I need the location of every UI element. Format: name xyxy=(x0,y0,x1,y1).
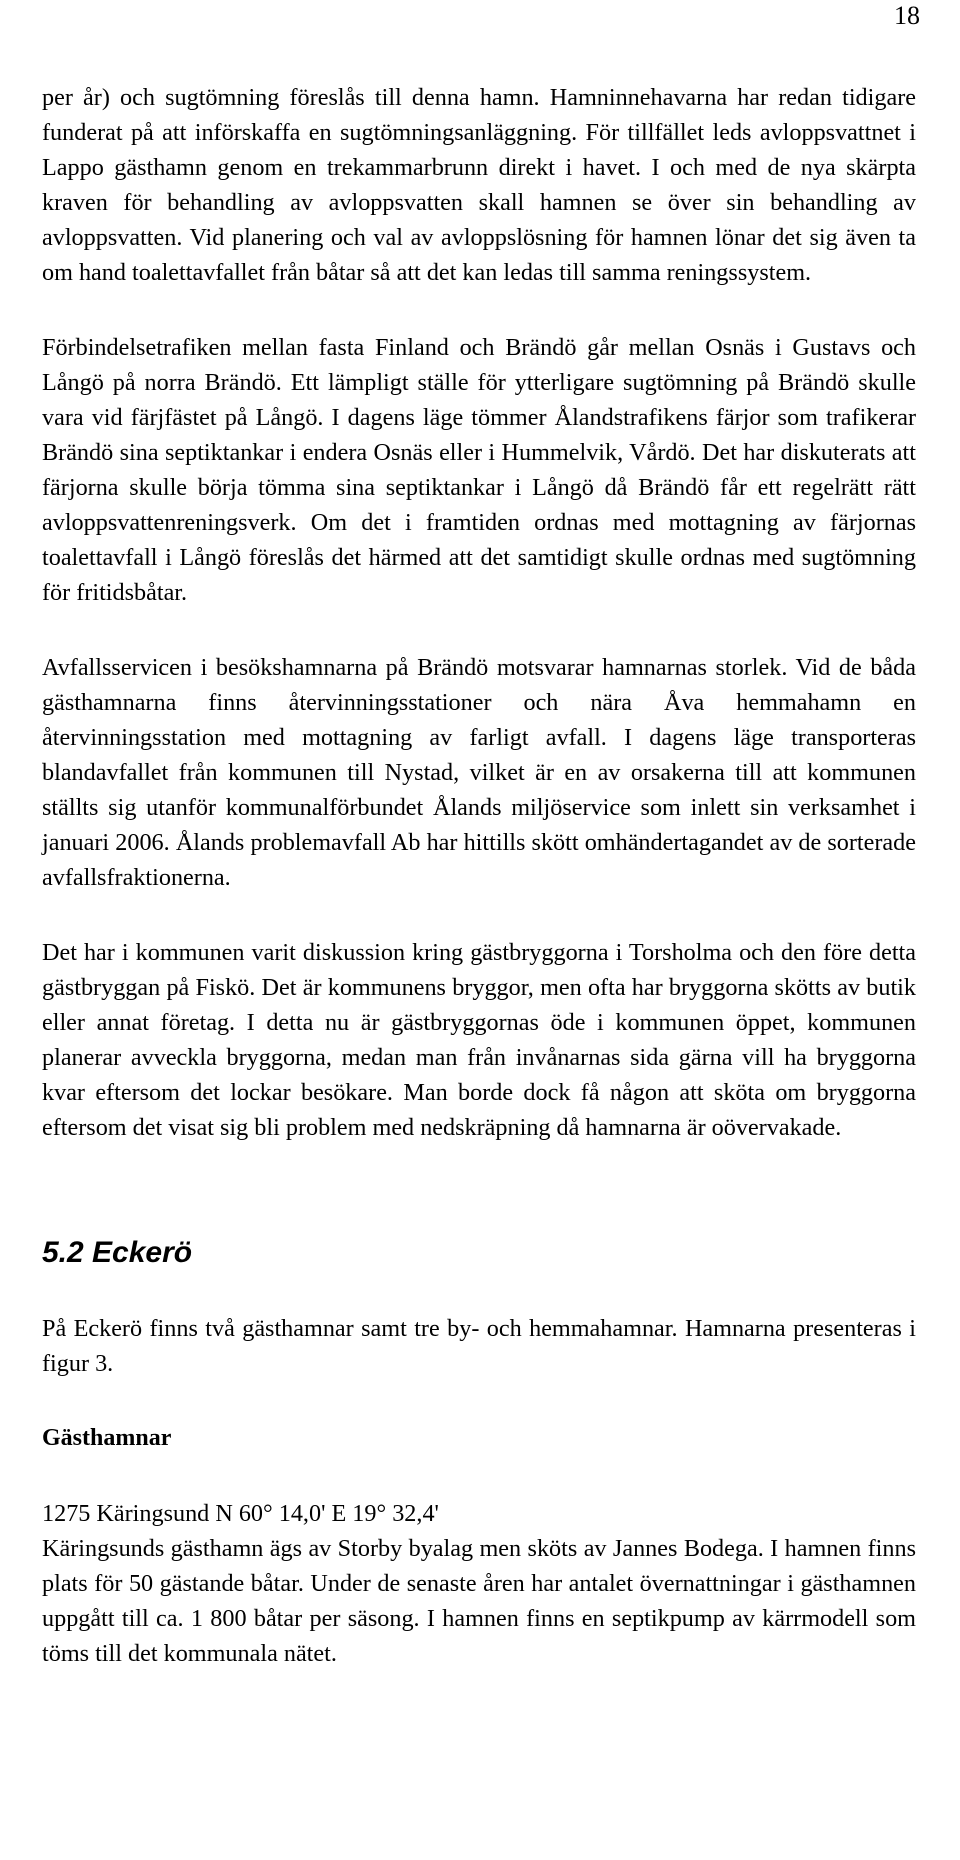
page-number: 18 xyxy=(894,1,920,30)
section-heading: 5.2 Eckerö xyxy=(42,1236,193,1269)
harbour-entry-text: Käringsunds gästhamn ägs av Storby byalag men sköts av Jannes Bodega. I hamnen finns plats för 50 gästande båtar. Under de senaste åren har antalet övernattningar i gästhamnen uppgått till ca. 1 800 båtar per säsong. I hamnen finns en septikpump av kärrmodell som töms till det kommunala nätet. xyxy=(42,1535,916,1667)
harbour-entry-title: 1275 Käringsund N 60° 14,0' E 19° 32,4' xyxy=(42,1500,439,1527)
harbour-entry xyxy=(42,1496,916,1671)
paragraph-guest-jetties: Det har i kommunen varit diskussion kring gästbryggorna i Torsholma och den före detta gästbryggan på Fiskö. Det är kommunens bryggor, men ofta har bryggorna skötts av butik eller annat företag. I detta nu är gästbryggornas öde i kommunen öppet, kommunen planerar avveckla bryggorna, medan man från invånarnas sida gärna vill ha bryggorna kvar eftersom det lockar besökare. Man borde dock få någon att sköta om bryggorna eftersom det visat sig bli problem med nedskräpning då hamnarna är oövervakade. xyxy=(42,939,916,1141)
subheading-guest-harbours: Gästhamnar xyxy=(42,1425,172,1451)
paragraph-waste-service: Avfallsservicen i besökshamnarna på Brändö motsvarar hamnarnas storlek. Vid de båda gästhamnarna finns återvinningsstationer och nära Åva hemmahamn en återvinningsstation med mottagning av farligt avfall. I dagens läge transporteras blandavfallet från kommunen till Nystad, vilket är en av orsakerna till att kommunen ställts sig utanför kommunalförbundet Ålands miljöservice som inlett sin verksamhet i januari 2006. Ålands problemavfall Ab har hittills skött omhändertagandet av de sorterade avfallsfraktionerna. xyxy=(42,654,916,891)
paragraph-lappo-wastewater: per år) och sugtömning föreslås till denna hamn. Hamninnehavarna har redan tidigare funderat på att införskaffa en sugtömningsanläggning. För tillfället leds avloppsvattnet i Lappo gästhamn genom en trekammarbrunn direkt i havet. I och med de nya skärpta kraven för behandling av avloppsvatten skall hamnen se över sin behandling av avloppsvatten. Vid planering och val av avloppslösning för hamnen lönar det sig även ta om hand toalettavfallet från båtar så att det kan ledas till samma reningssystem. xyxy=(42,84,916,286)
document-body xyxy=(42,80,916,1671)
paragraph-ferry-traffic: Förbindelsetrafiken mellan fasta Finland och Brändö går mellan Osnäs i Gustavs och Långö på norra Brändö. Ett lämpligt ställe för ytterligare sugtömning på Brändö skulle vara vid färjfästet på Långö. I dagens läge tömmer Ålandstrafikens färjor som trafikerar Brändö sina septiktankar i endera Osnäs eller i Hummelvik, Vårdö. Det har diskuterats att färjorna skulle börja tömma sina septiktankar i Långö då Brändö får ett regelrätt rätt avloppsvattenreningsverk. Om det i framtiden ordnas med mottagning av färjornas toalettavfall i Långö föreslås det härmed att det samtidigt skulle ordnas med sugtömning för fritidsbåtar. xyxy=(42,334,916,606)
section-intro: På Eckerö finns två gästhamnar samt tre by- och hemmahamnar. Hamnarna presenteras i figur 3. xyxy=(42,1315,916,1377)
